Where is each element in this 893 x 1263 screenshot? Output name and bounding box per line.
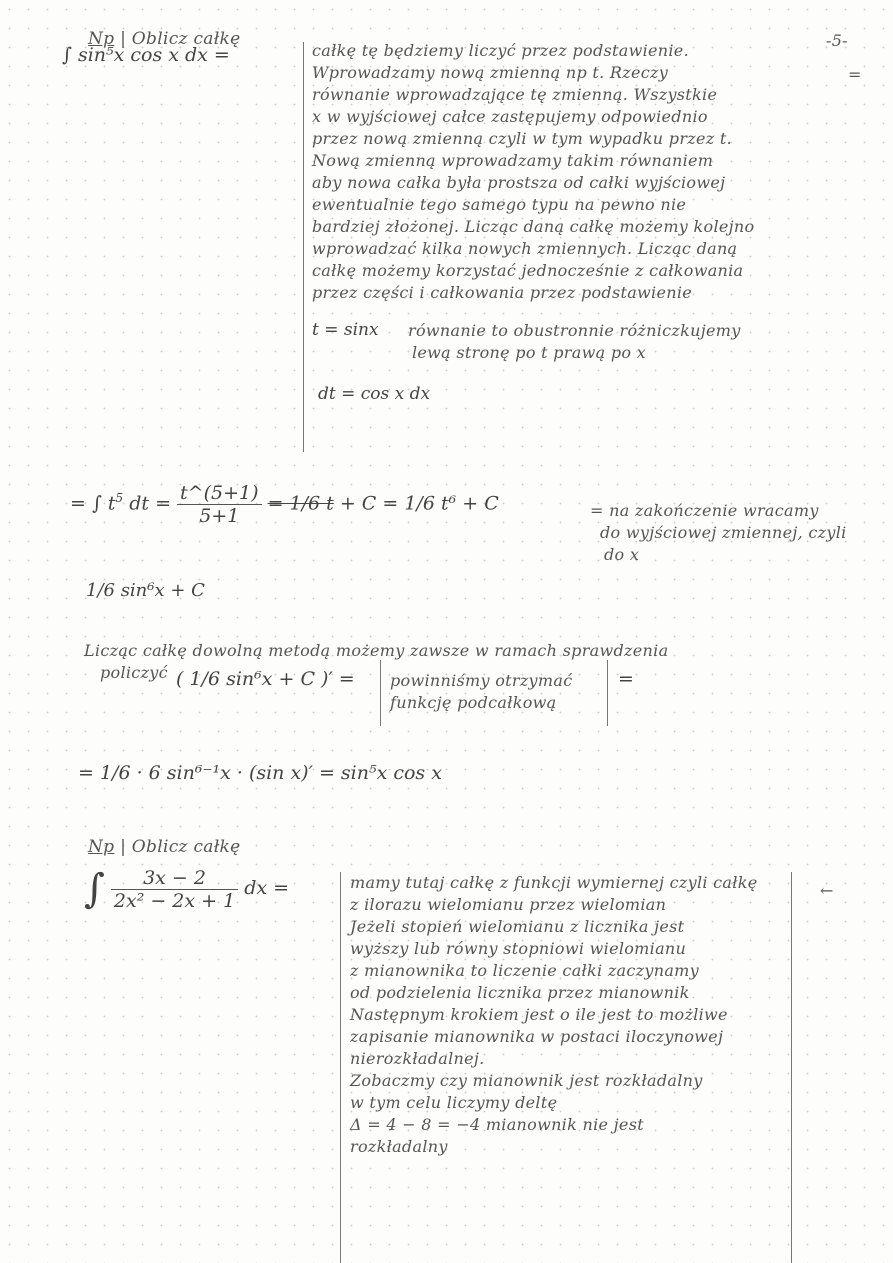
result-prefix: = ∫ t — [70, 492, 116, 515]
explanation-block-2 — [350, 872, 758, 1158]
integrand-fraction — [111, 867, 238, 912]
heading-text: Oblicz całkę — [131, 29, 241, 49]
explanation-line: mamy tutaj całkę z funkcji wymiernej czyli całkę — [350, 873, 758, 892]
explanation-line: x w wyjściowej całce zastępujemy odpowiednio — [312, 107, 708, 126]
explanation-line: w tym celu liczymy deltę — [350, 1093, 558, 1112]
check-text: policzyć — [100, 663, 168, 682]
integral-expression: ∫ sin⁵x cos x dx = — [62, 44, 230, 66]
explanation-block — [312, 40, 754, 304]
explanation-line: Δ = 4 − 8 = −4 mianownik nie jest — [350, 1115, 644, 1134]
explanation-line: wyższy lub równy stopniowi wielomianu — [350, 939, 687, 958]
integral-tail: dx = — [244, 877, 290, 899]
explanation-line: Następnym krokiem jest o ile jest to możliwe — [350, 1005, 728, 1024]
check-text: Licząc całkę dowolną metodą możemy zawsze w ramach sprawdzenia — [84, 641, 669, 660]
explanation-line: zapisanie mianownika w postaci iloczynowej — [350, 1027, 724, 1046]
differential-equation: dt = cos x dx — [318, 384, 431, 404]
integrand-numerator: 3x − 2 — [111, 867, 238, 890]
integrand-denominator: 2x² − 2x + 1 — [113, 889, 236, 912]
arrow-mark: ← — [820, 881, 834, 900]
explanation-line: równanie wprowadzające tę zmienną. Wszystkie — [312, 85, 718, 104]
explanation-line: przez nową zmienną czyli w tym wypadku przez t. — [312, 129, 733, 148]
explanation-line: całkę tę będziemy liczyć przez podstawienie. — [312, 41, 689, 60]
crossed-out-term: = 1/6 t — [267, 492, 334, 515]
coefficient: 1/6 — [404, 492, 435, 515]
check-box-line: funkcję podcałkową — [390, 693, 557, 712]
explanation-line: bardziej złożonej. Licząc daną całkę możemy kolejno — [312, 217, 755, 236]
explanation-line: od podzielenia licznika przez mianownik — [350, 983, 690, 1002]
result-note: do x — [604, 545, 640, 564]
check-result: = 1/6 · 6 sin⁶⁻¹x · (sin x)′ = sin⁵x cos x — [78, 762, 442, 784]
check-box-line: powinniśmy otrzymać — [390, 671, 573, 690]
dt-label: dt = — [129, 492, 171, 515]
explanation-line: z mianownika to liczenie całki zaczynamy — [350, 961, 699, 980]
rational-integral — [84, 866, 289, 912]
page-number: -5- — [826, 31, 848, 50]
explanation-line: rozkładalny — [350, 1137, 448, 1156]
explanation-line: całkę możemy korzystać jednocześnie z całkowania — [312, 261, 744, 280]
fraction-numerator: t^(5+1) — [177, 482, 261, 505]
explanation-line: ewentualnie tego samego typu na pewno nie — [312, 195, 687, 214]
explanation-line: wprowadzać kilka nowych zmiennych. Licząc daną — [312, 239, 738, 258]
equals-sign: = — [618, 668, 634, 690]
explanation-box-border — [303, 42, 304, 452]
result-line — [70, 482, 499, 527]
explanation-line: aby nowa całka była prostsza od całki wyjściowej — [312, 173, 726, 192]
example-label: Np — [88, 29, 115, 49]
result-note: do wyjściowej zmiennej, czyli — [600, 523, 847, 542]
plus-c: + C = — [339, 492, 405, 515]
substitution-note: równanie to obustronnie różniczkujemy — [408, 321, 741, 340]
t-sixth: t⁶ + C — [440, 492, 499, 515]
final-answer: 1/6 sin⁶x + C — [86, 580, 205, 601]
explanation-line: przez części i całkowania przez podstawienie — [312, 283, 693, 302]
substitution-note: lewą stronę po t prawą po x — [412, 343, 646, 362]
explanation-line: Wprowadzamy nową zmienną np t. Rzeczy — [312, 63, 669, 82]
substitution-equation: t = sinx — [312, 320, 379, 340]
exponent: 5 — [115, 491, 124, 506]
check-derivative: ( 1/6 sin⁶x + C )′ = — [176, 668, 355, 690]
example-label: Np — [88, 837, 115, 857]
example2-heading: Np | Oblicz całkę — [88, 837, 241, 857]
explanation-line: z ilorazu wielomianu przez wielomian — [350, 895, 667, 914]
power-rule-fraction — [177, 482, 261, 527]
margin-mark: = — [848, 65, 862, 84]
integral-sign: ∫ — [84, 866, 105, 912]
explanation-line: Nową zmienną wprowadzamy takim równaniem — [312, 151, 714, 170]
explanation-line: nierozkładalnej. — [350, 1049, 485, 1068]
result-note: = na zakończenie wracamy — [590, 501, 819, 520]
explanation-line: Zobaczmy czy mianownik jest rozkładalny — [350, 1071, 703, 1090]
heading-text: Oblicz całkę — [131, 837, 241, 857]
fraction-denominator: 5+1 — [199, 505, 240, 527]
example1-heading: Np | Oblicz całkę — [88, 29, 241, 49]
explanation-line: Jeżeli stopień wielomianu z licznika jest — [350, 917, 685, 936]
